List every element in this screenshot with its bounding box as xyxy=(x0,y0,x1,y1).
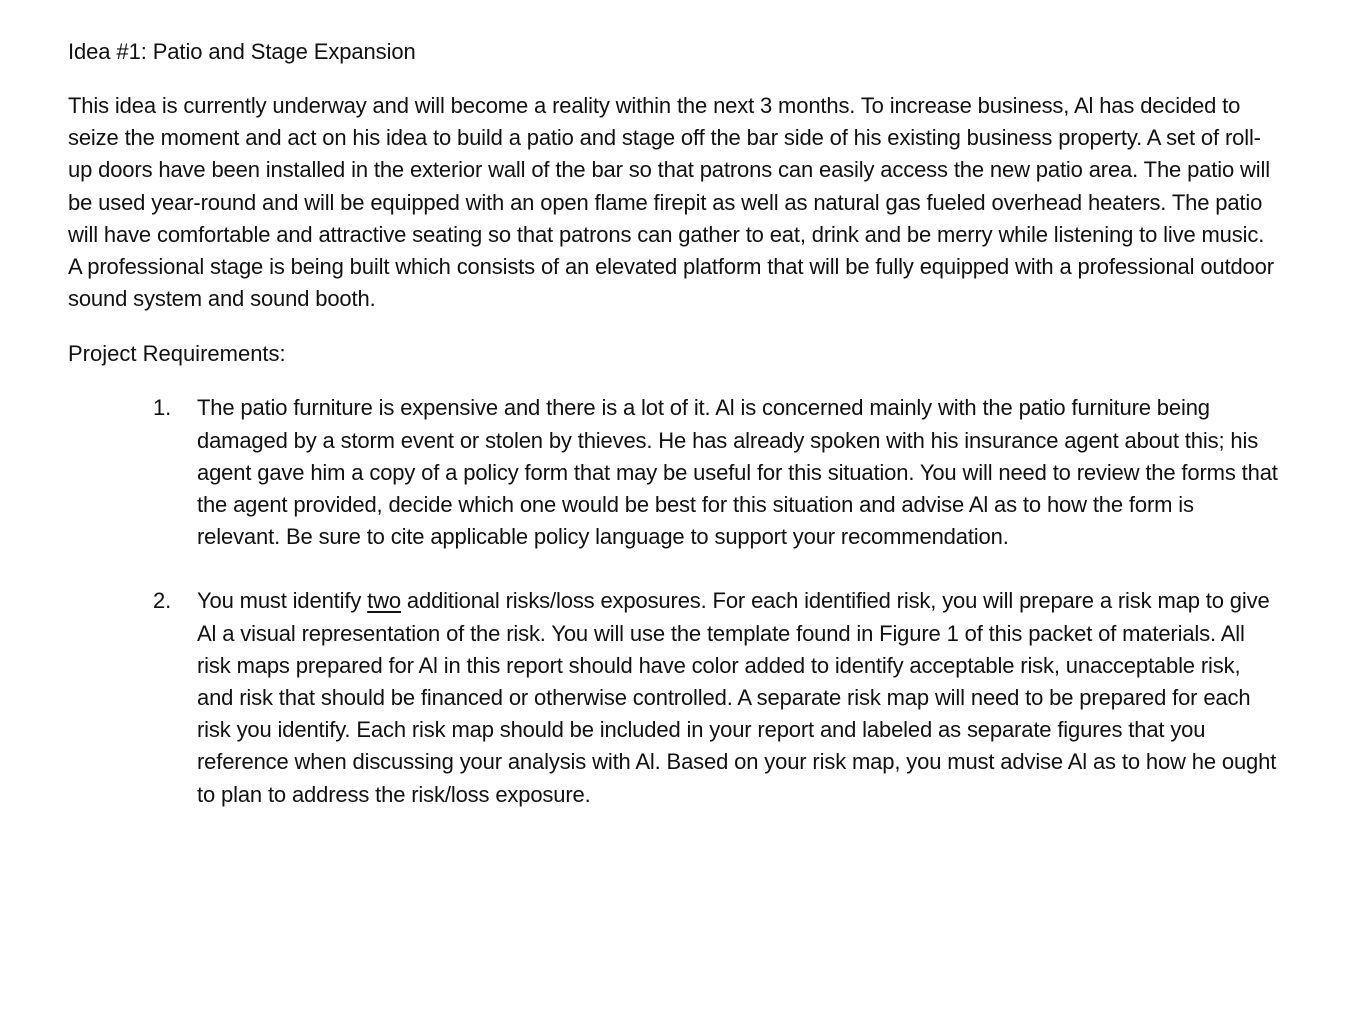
requirements-title: Project Requirements: xyxy=(68,341,286,367)
document-heading: Idea #1: Patio and Stage Expansion xyxy=(68,39,416,64)
requirement-number: 2. xyxy=(153,588,172,614)
intro-paragraph: This idea is currently underway and will become a reality within the next 3 months. To increase business, Al has decided to seize the moment and act on his idea to build a patio and stage off the bar side of his existing business property. A set of roll-up doors have been installed in the exterior wall of the bar so that patrons can easily access the new patio area. The patio will be used year-round and will be equipped with an open flame firepit as well as natural gas fueled overhead heaters. The patio will have comfortable and attractive seating so that patrons can gather to eat, drink and be merry while listening to live music. A professional stage is being built which consists of an elevated platform that will be fully equipped with a professional outdoor sound system and sound booth. xyxy=(68,93,1274,312)
requirement-item-2 xyxy=(68,585,1278,810)
requirement-text-start: You must identify xyxy=(197,588,368,614)
requirements-list xyxy=(68,392,1278,810)
requirement-item-1 xyxy=(68,392,1278,553)
requirement-underlined-word: two xyxy=(367,588,401,614)
requirement-text: The patio furniture is expensive and there is a lot of it. Al is concerned mainly with the patio furniture being damaged by a storm event or stolen by thieves. He has already spoken with his insurance agent about this; his agent gave him a copy of a policy form that may be useful for this situation. You will need to review the forms that the agent provided, decide which one would be best for this situation and advise Al as to how the form is relevant. Be sure to cite applicable policy language to support your recommendation. xyxy=(197,395,1278,550)
document-page xyxy=(68,36,1278,811)
requirement-number: 1. xyxy=(153,395,172,421)
requirement-text-end: additional risks/loss exposures. For each identified risk, you will prepare a risk map to give Al a visual representation of the risk. You will use the template found in Figure 1 of this packet of materials. All risk maps prepared for Al in this report should have color added to identify acceptable risk, unacceptable risk, and risk that should be financed or otherwise controlled. A separate risk map will need to be prepared for each risk you identify. Each risk map should be included in your report and labeled as separate figures that you reference when discussing your analysis with Al. Based on your risk map, you must advise Al as to how he ought to plan to address the risk/loss exposure. xyxy=(197,588,1277,807)
